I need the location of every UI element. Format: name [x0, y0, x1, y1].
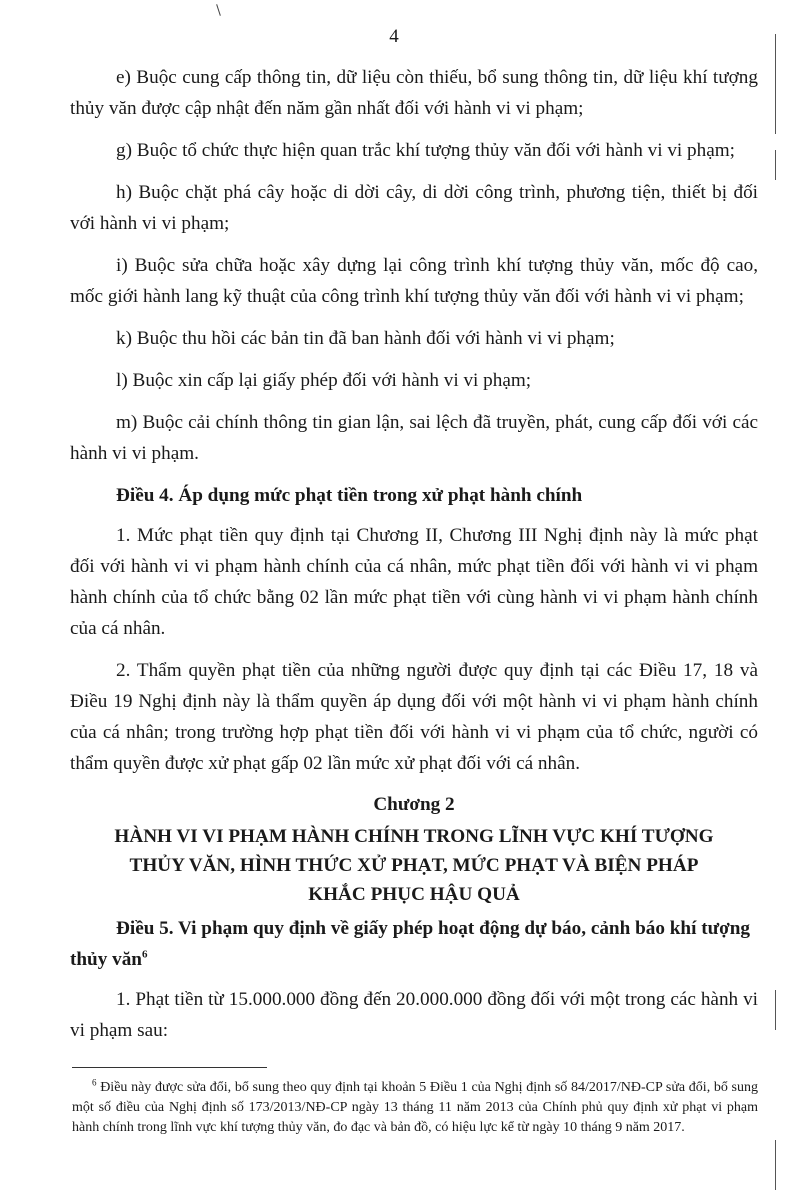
- article-5-paragraph-1: 1. Phạt tiền từ 15.000.000 đồng đến 20.000.000 đồng đối với một trong các hành vi vi phạm sau:: [70, 989, 758, 1041]
- footnote-reference[interactable]: 6: [141, 948, 148, 961]
- article-4-paragraph-1: 1. Mức phạt tiền quy định tại Chương II, Chương III Nghị định này là mức phạt đối với hành vi vi phạm hành chính của cá nhân, mức phạt tiền đối với hành vi vi phạm hành chính của tổ chức bằng 02 lần mức phạt tiền với cùng hành vi vi phạm hành chính của cá nhân.: [70, 525, 758, 639]
- footnote-text: Điều này được sửa đổi, bổ sung theo quy định tại khoản 5 Điều 1 của Nghị định số 84/2017/NĐ-CP sửa đổi, bổ sung một số điều của Nghị định số 173/2013/NĐ-CP ngày 13 tháng 11 năm 2013 của Chính phủ quy định xử phạt vi phạm hành chính trong lĩnh vực khí tượng thủy văn, đo đạc và bản đồ, có hiệu lực kể từ ngày 10 tháng 9 năm 2017.: [72, 1080, 759, 1135]
- clause-m: m) Buộc cải chính thông tin gian lận, sai lệch đã truyền, phát, cung cấp đối với các hành vi vi phạm.: [70, 412, 758, 464]
- article-4-heading: Điều 4. Áp dụng mức phạt tiền trong xử phạt hành chính: [116, 485, 583, 506]
- margin-line: [775, 990, 776, 1030]
- clause-i: i) Buộc sửa chữa hoặc xây dựng lại công trình khí tượng thủy văn, mốc độ cao, mốc giới hành lang kỹ thuật của công trình khí tượng thủy văn đối với hành vi vi phạm;: [70, 255, 758, 307]
- clause-e: e) Buộc cung cấp thông tin, dữ liệu còn thiếu, bổ sung thông tin, dữ liệu khí tượng thủy văn được cập nhật đến năm gần nhất đối với hành vi vi phạm;: [70, 67, 758, 119]
- clause-l: l) Buộc xin cấp lại giấy phép đối với hành vi vi phạm;: [116, 370, 532, 391]
- clause-k: k) Buộc thu hồi các bản tin đã ban hành đối với hành vi vi phạm;: [116, 328, 615, 349]
- footnote-separator: [72, 1067, 267, 1068]
- clause-g: g) Buộc tổ chức thực hiện quan trắc khí tượng thủy văn đối với hành vi vi phạm;: [116, 140, 736, 161]
- clause-h: h) Buộc chặt phá cây hoặc di dời cây, di dời công trình, phương tiện, thiết bị đối với hành vi vi phạm;: [70, 182, 758, 234]
- chapter-label: Chương 2: [373, 794, 455, 815]
- footnote: [72, 1078, 758, 1138]
- margin-line: [775, 150, 776, 180]
- scan-mark: [216, 4, 221, 16]
- article-5-heading: [70, 913, 758, 975]
- chapter-title: HÀNH VI VI PHẠM HÀNH CHÍNH TRONG LĨNH VỰC KHÍ TƯỢNG THỦY VĂN, HÌNH THỨC XỬ PHẠT, MỨC PHẠT VÀ BIỆN PHÁP KHẮC PHỤC HẬU QUẢ: [114, 826, 714, 905]
- margin-line: [775, 34, 776, 134]
- footnote-marker: 6: [92, 1077, 97, 1088]
- article-5-heading-text: Điều 5. Vi phạm quy định về giấy phép hoạt động dự báo, cảnh báo khí tượng thủy văn: [70, 918, 750, 970]
- document-body: [70, 62, 758, 1057]
- article-4-paragraph-2: 2. Thẩm quyền phạt tiền của những người được quy định tại các Điều 17, 18 và Điều 19 Nghị định này là thẩm quyền áp dụng đối với một hành vi vi phạm hành chính của cá nhân; trong trường hợp phạt tiền đối với hành vi vi phạm của tổ chức, người có thẩm quyền được xử phạt gấp 02 lần mức xử phạt đối với cá nhân.: [70, 660, 758, 774]
- page-number: 4: [389, 26, 399, 47]
- margin-line: [775, 1140, 776, 1190]
